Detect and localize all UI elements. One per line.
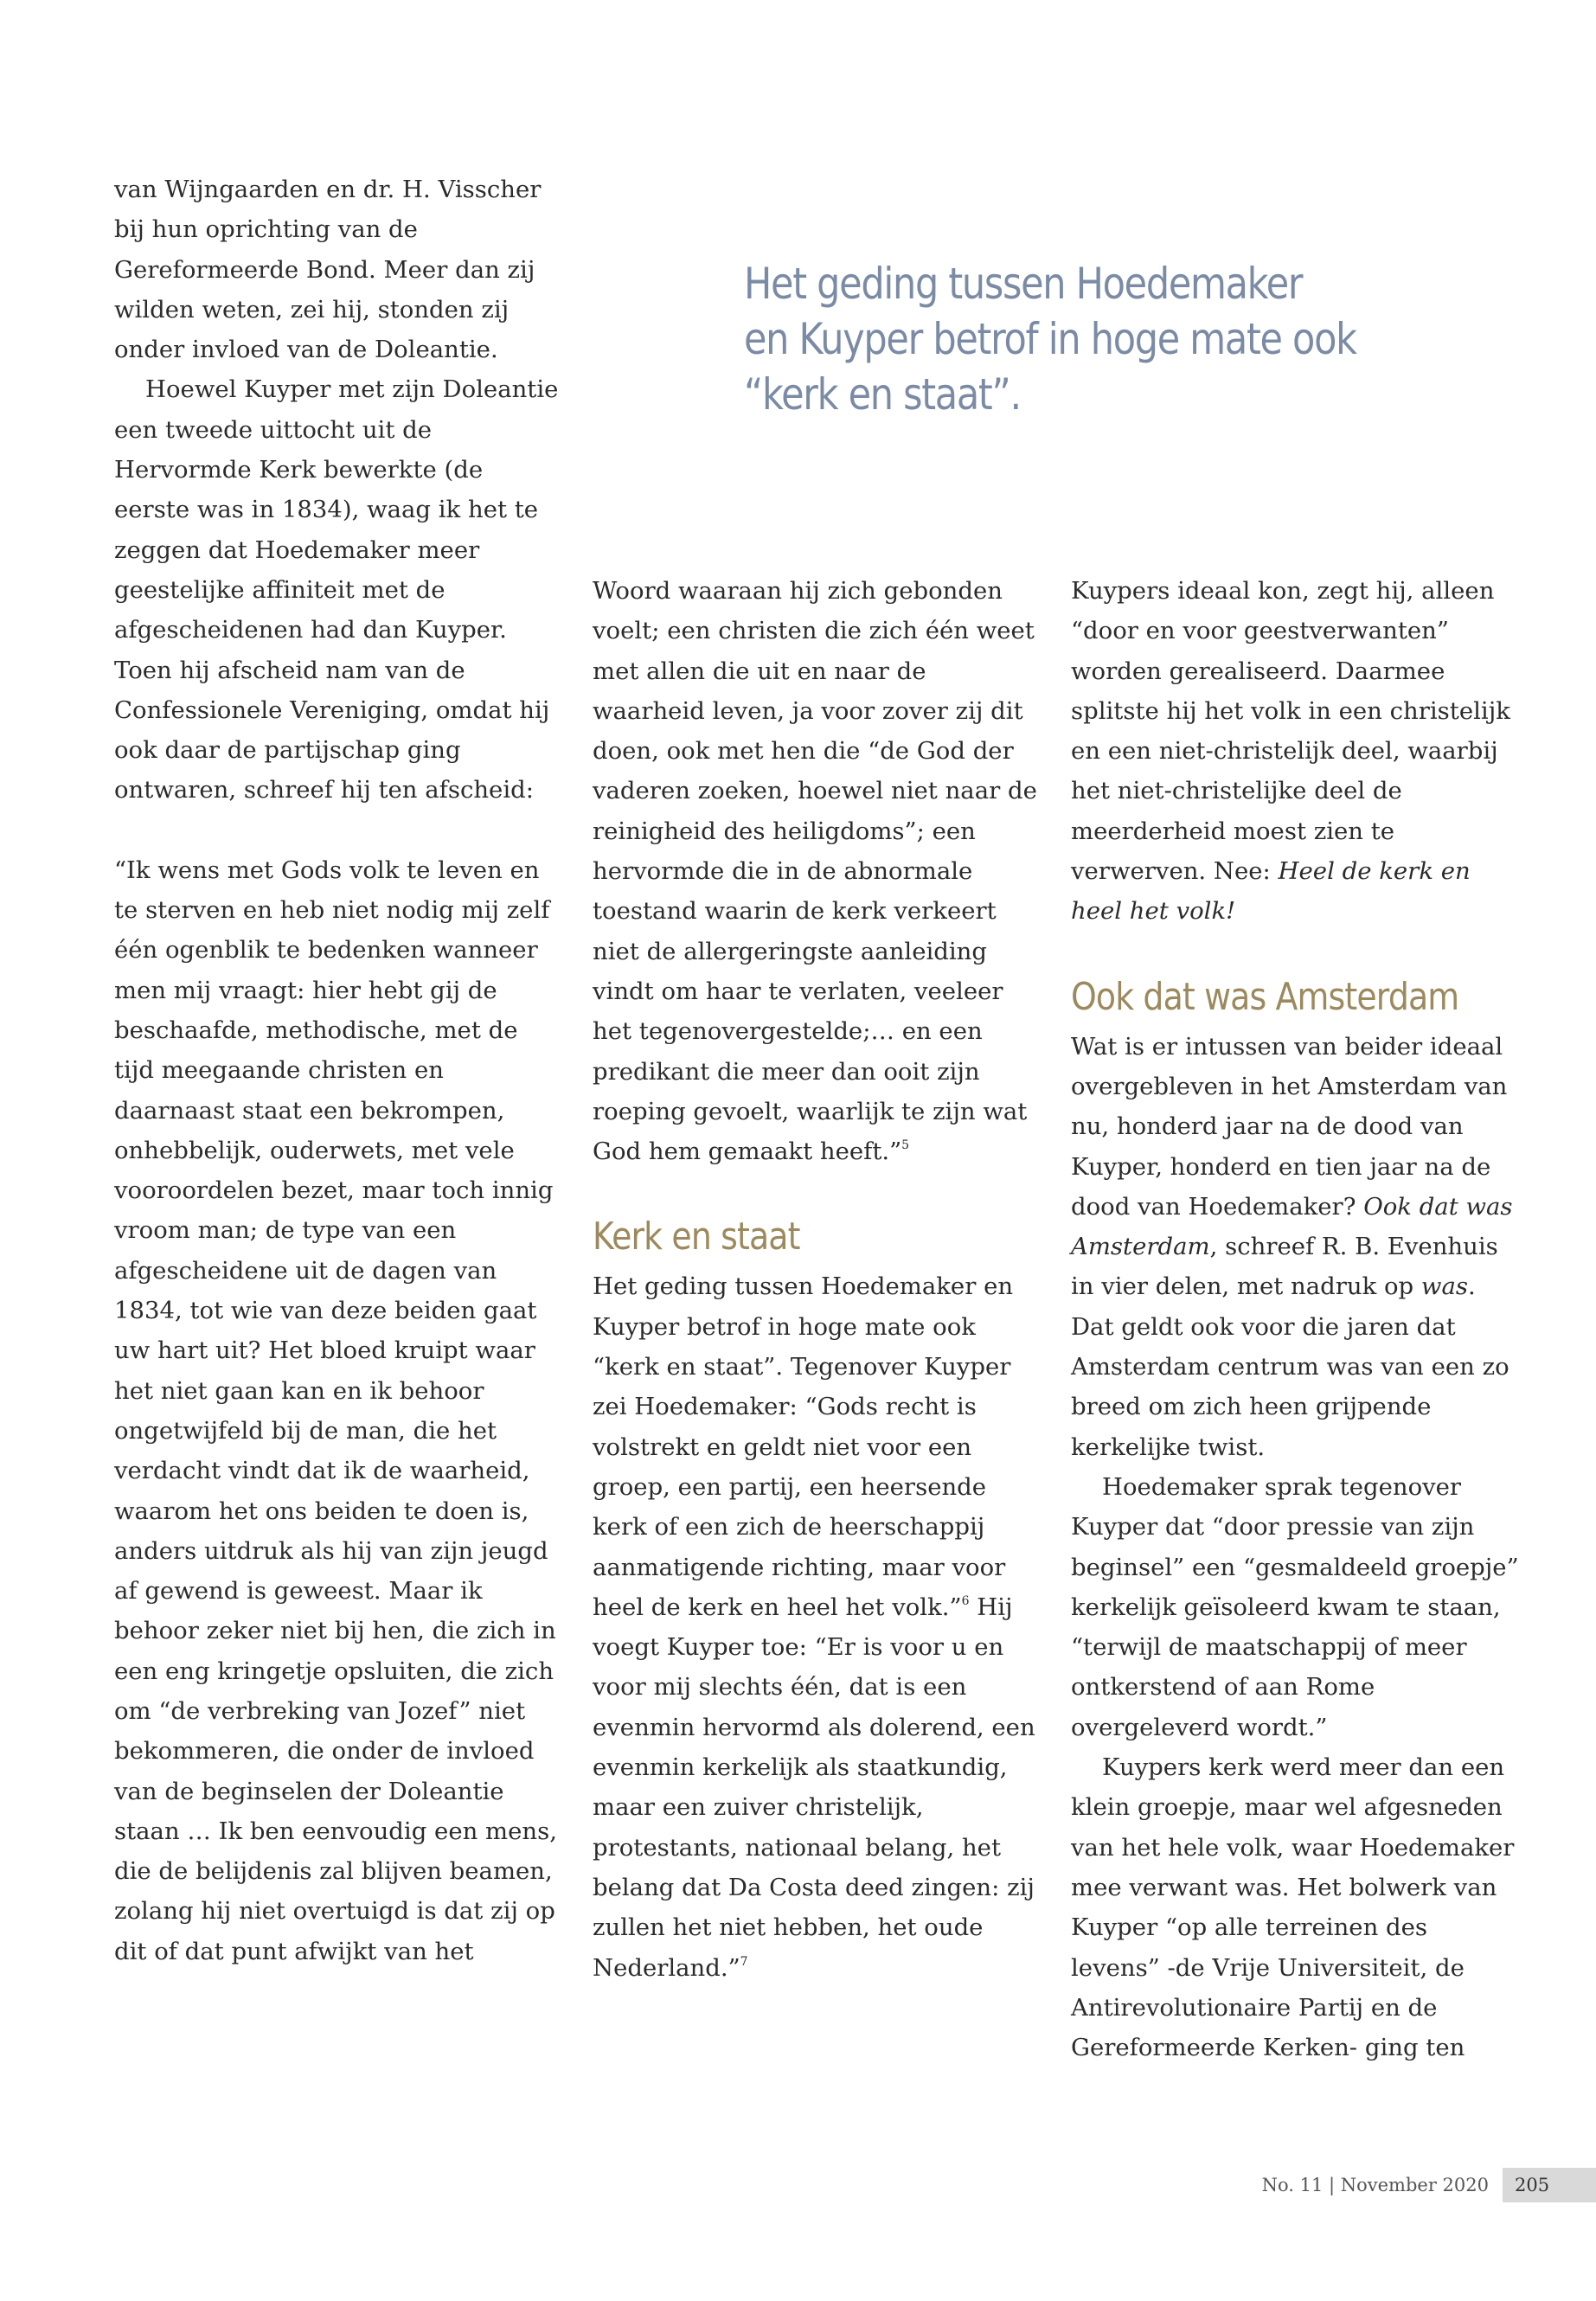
paragraph (593, 571, 1042, 1171)
block-quote: “Ik wens met Gods volk te leven en te sterven en heb niet nodig mij zelf één ogenblik te bedenken wanneer men mij vraagt: hier hebt gij de beschaafde, methodische, met de tijd meegaande christen en daarnaast staat een bekrompen, onhebbelijk, ouderwets, met vele vooroordelen bezet, maar toch innig vroom man; de type van een afgescheidene uit de dagen van 1834, tot wie van deze beiden gaat uw hart uit? Het bloed kruipt waar het niet gaan kan en ik behoor ongetwijfeld bij de man, die het verdacht vindt dat ik de waarheid, waarom het ons beiden te doen is, anders uitdruk als hij van zijn jeugd af gewend is geweest. Maar ik behoor zeker niet bij hen, die zich in een eng kringetje opsluiten, die zich om “de verbreking van Jozef” niet bekommeren, die onder de invloed van de beginselen der Doleantie staan … Ik ben eenvoudig een mens, die de belijdenis zal blijven beamen, zolang hij niet overtuigd is dat zij op dit of dat punt afwijkt van het (114, 856, 557, 1965)
paragraph: Hoewel Kuyper met zijn Doleantie een tweede uittocht uit de Hervormde Kerk bewerkte (de eerste was in 1834), waag ik het te zeggen dat Hoedemaker meer geestelijke affiniteit met de afgescheidenen had dan Kuyper. Toen hij afscheid nam van de Confessionele Vereniging, omdat hij ook daar de partijschap ging ontwaren, schreef hij ten afscheid: (114, 375, 559, 804)
section-heading: Kerk en staat (593, 1215, 800, 1259)
page-footer (1262, 2168, 1596, 2202)
paragraph-text: Hij voegt Kuyper toe: “Er is voor u en voor mij slechts één, dat is een evenmin hervormd als dolerend, een evenmin kerkelijk als staatkundig, maar een zuiver christelijk, protestants, nationaal belang, het belang dat Da Costa deed zingen: zij zullen het niet hebben, het oude Nederland.” (593, 1593, 1035, 1982)
pull-quote-line: Het geding tussen Hoedemaker (744, 259, 1303, 309)
paragraph (593, 1266, 1042, 1987)
spacer (593, 1171, 1042, 1211)
spacer (1071, 932, 1521, 971)
text-column-1 (114, 170, 564, 1971)
section-heading: Ook dat was Amsterdam (1071, 974, 1459, 1019)
spacer (114, 811, 564, 850)
pull-quote (744, 256, 1413, 422)
paragraph-text: Woord waaraan hij zich gebonden voelt; een christen die zich één weet met allen die uit en naar de waarheid leven, ja voor zover zij dit doen, ook met hen die “de God der vaderen zoeken, hoewel niet naar de reinigheid des heiligdoms”; een hervormde die in de abnormale toestand waarin de kerk verkeert niet de allergeringste aanleiding vindt om haar te verlaten, veeleer het tegenovergestelde;… en een predikant die meer dan ooit zijn roeping gevoelt, waarlijk te zijn wat God hem gemaakt heeft.” (593, 577, 1037, 1166)
pull-quote-line: en Kuyper betrof in hoge mate ook (744, 314, 1356, 364)
text-column-2 (593, 571, 1042, 1988)
paragraph (1071, 571, 1521, 932)
paragraph-text: Wat is er intussen van beider ideaal overgebleven in het Amsterdam van nu, honderd jaar na de dood van Kuyper, honderd en tien jaar na de dood van Hoedemaker? (1071, 1032, 1508, 1221)
footnote-marker: 7 (740, 1954, 748, 1969)
paragraph-text: , schreef R. B. Evenhuis in vier delen, met nadruk op (1071, 1233, 1498, 1301)
paragraph-text: Kuypers ideaal kon, zegt hij, alleen “door en voor geestverwanten” worden gerealiseerd. Daarmee splitste hij het volk in een christelijk en een niet-christelijk deel, waarbij het niet-christelijke deel de meerderheid moest zien te verwerven. Nee: (1071, 577, 1510, 886)
paragraph: van Wijngaarden en dr. H. Visscher bij hun oprichting van de Gereformeerde Bond. Meer dan zij wilden weten, zei hij, stonden zij onder invloed van de Doleantie. (114, 176, 542, 364)
issue-label: No. 11 | November 2020 (1261, 2175, 1489, 2195)
paragraph-text: . Dat geldt ook voor die jaren dat Amsterdam centrum was van een zo breed om zich heen grijpende kerkelijke twist. (1071, 1272, 1509, 1461)
paragraph (1071, 1027, 1521, 1467)
text-column-3 (1071, 571, 1521, 2067)
emphasis-text: was (1420, 1272, 1468, 1301)
pull-quote-line: “kerk en staat”. (744, 369, 1021, 420)
paragraph: Kuypers kerk werd meer dan een klein groepje, maar wel afgesneden van het hele volk, waar Hoedemaker mee verwant was. Het bolwerk van Kuyper “op alle terreinen des levens” -de Vrije Universiteit, de Antirevolutionaire Partij en de Gereformeerde Kerken- ging ten (1071, 1753, 1515, 2062)
paragraph: Hoedemaker sprak tegenover Kuyper dat “door pressie van zijn beginsel” een “gesmaldeeld groepje” kerkelijk geïsoleerd kwam te staan, “terwijl de maatschappij of meer ontkerstend of aan Rome overgeleverd wordt.” (1071, 1472, 1519, 1741)
page-number: 205 (1503, 2168, 1596, 2202)
paragraph-text: Het geding tussen Hoedemaker en Kuyper betrof in hoge mate ook “kerk en staat”. Tegenover Kuyper zei Hoedemaker: “Gods recht is volstrekt en geldt niet voor een groep, een partij, een heersende kerk of een zich de heerschappij aanmatigende richting, maar voor heel de kerk en heel het volk.” (593, 1272, 1014, 1621)
emphasis-text: Ook dat was Amsterdam (1071, 1192, 1513, 1261)
footnote-marker: 5 (901, 1138, 910, 1153)
footnote-marker: 6 (961, 1593, 970, 1608)
emphasis-text: Heel de kerk en heel het volk! (1071, 857, 1471, 926)
